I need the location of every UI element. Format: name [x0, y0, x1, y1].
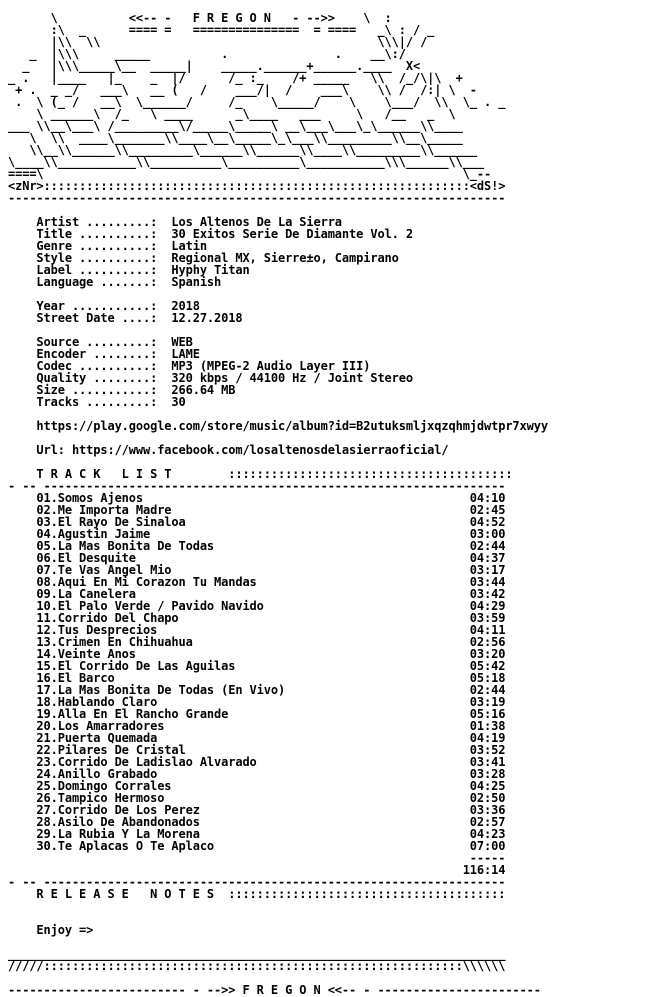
nfo-line: 27.Corrido De Los Perez 03:36: [8, 803, 506, 817]
nfo-line: 13.Crimen En Chihuahua 02:56: [8, 635, 506, 649]
nfo-line: 28.Asilo De Abandonados 02:57: [8, 815, 506, 829]
nfo-line: ______________________________________________________________________: [8, 947, 506, 961]
nfo-line: 10.El Palo Verde / Pavido Navido 04:29: [8, 599, 506, 613]
nfo-line: 26.Tampico Hermoso 02:50: [8, 791, 506, 805]
nfo-line: Encoder ........: LAME: [8, 347, 200, 361]
nfo-line: Tracks .........: 30: [8, 395, 186, 409]
nfo-line: |\\ \\ \\\|/ /: [8, 35, 428, 49]
nfo-line: _ |\\\ _____ . . __\:/: [8, 47, 406, 61]
nfo-line: 03.El Rayo De Sinaloa 04:52: [8, 515, 506, 529]
nfo-line: Quality ........: 320 kbps / 44100 Hz / Joint Stereo: [8, 371, 413, 385]
nfo-line: <zNr>::::::::::::::::::::::::::::::::::::::::::::::::::::::::::::<dS!>: [8, 179, 506, 193]
nfo-line: R E L E A S E N O T E S :::::::::::::::::::::::::::::::::::::::: [8, 887, 506, 901]
nfo-line: Label ..........: Hyphy Titan: [8, 263, 250, 277]
nfo-line: 18.Hablando Claro 03:19: [8, 695, 506, 709]
nfo-line: 14.Veinte Anos 03:20: [8, 647, 506, 661]
nfo-line: _ |\\\_____\__ _____| _____.______+______.____ X<: [8, 59, 421, 73]
nfo-line: \\__\\______\\_________\______\\______\\____\\_________\\______: [8, 143, 477, 157]
nfo-line: Style ..........: Regional MX, Sierre±o, Campirano: [8, 251, 399, 265]
nfo-line: 22.Pilares De Cristal 03:52: [8, 743, 506, 757]
nfo-line: 16.El Barco 05:18: [8, 671, 506, 685]
nfo-line: Genre ..........: Latin: [8, 239, 207, 253]
nfo-line: - -- -----------------------------------------------------------------: [8, 479, 506, 493]
nfo-line: -----: [8, 851, 506, 865]
nfo-line: - -- -----------------------------------------------------------------: [8, 875, 506, 889]
nfo-line: 30.Te Aplacas O Te Aplaco 07:00: [8, 839, 506, 853]
nfo-line: Artist .........: Los Altenos De La Sierra: [8, 215, 342, 229]
nfo-line: \ \\ ____\_______\\____\__\_____\_\___\\_________\\__\_____: [8, 131, 463, 145]
nfo-line: 19.Alla En El Rancho Grande 05:16: [8, 707, 506, 721]
nfo-line: 09.La Canelera 03:42: [8, 587, 506, 601]
nfo-line: \____\\___________\\__________\__________\___________\\\______\\___: [8, 155, 485, 169]
nfo-line: Url: https://www.facebook.com/losaltenosdelasierraoficial/: [8, 443, 449, 457]
nfo-line: 25.Domingo Corrales 04:25: [8, 779, 506, 793]
nfo-line: [8, 900, 648, 912]
nfo-line: . \ (_ / __\ \______/ /_ \_____/ \ \___/ \\ \_ . _: [8, 95, 506, 109]
nfo-line: + . _ _/ ___\ __ ( / ___/| / ___\ \\ / /:| \ -: [8, 83, 477, 97]
nfo-line: \ ______\ /_ \ ____ _\____ ___ \ /__ _ \: [8, 107, 456, 121]
nfo-line: Size ...........: 266.64 MB: [8, 383, 236, 397]
nfo-line: 08.Aqui En Mi Corazon Tu Mandas 03:44: [8, 575, 506, 589]
nfo-line: ----------------------------------------------------------------------: [8, 191, 506, 205]
nfo-line: /////:::::::::::::::::::::::::::::::::::::::::::::::::::::::::::\\\\\\: [8, 959, 506, 973]
nfo-line: 15.El Corrido De Las Aguilas 05:42: [8, 659, 506, 673]
nfo-line: Title ..........: 30 Exitos Serie De Diamante Vol. 2: [8, 227, 413, 241]
nfo-line: 04.Agustin Jaime 03:00: [8, 527, 506, 541]
nfo-line: Enjoy =>: [8, 923, 94, 937]
nfo-line: https://play.google.com/store/music/album?id=B2utuksmljxqzqhmjdwtpr7xwyy: [8, 419, 548, 433]
nfo-line: 21.Puerta Quemada 04:19: [8, 731, 506, 745]
nfo-line: 06.El Desquite 04:37: [8, 551, 506, 565]
nfo-line: 01.Somos Ajenos 04:10: [8, 491, 506, 505]
nfo-line: 116:14: [8, 863, 506, 877]
nfo-line: ====\ \_--: [8, 167, 492, 181]
nfo-line: Language .......: Spanish: [8, 275, 222, 289]
nfo-line: 11.Corrido Del Chapo 03:59: [8, 611, 506, 625]
nfo-line: Source .........: WEB: [8, 335, 193, 349]
nfo-line: Year ...........: 2018: [8, 299, 200, 313]
nfo-line: ------------------------- - -->> F R E G O N <<-- - -----------------------: [8, 983, 541, 997]
nfo-line: Street Date ....: 12.27.2018: [8, 311, 243, 325]
nfo-line: 23.Corrido De Ladislao Alvarado 03:41: [8, 755, 506, 769]
nfo-line: 29.La Rubia Y La Morena 04:23: [8, 827, 506, 841]
nfo-line: 07.Te Vas Angel Mio 03:17: [8, 563, 506, 577]
nfo-line: 12.Tus Desprecios 04:11: [8, 623, 506, 637]
nfo-line: [8, 912, 648, 924]
nfo-line: T R A C K L I S T ::::::::::::::::::::::::::::::::::::::::: [8, 467, 513, 481]
nfo-line: 24.Anillo Grabado 03:28: [8, 767, 506, 781]
nfo-line: 02.Me Importa Madre 02:45: [8, 503, 506, 517]
nfo-line: \ <<-- - F R E G O N - -->> \ :: [8, 11, 392, 25]
nfo-line: 05.La Mas Bonita De Todas 02:44: [8, 539, 506, 553]
nfo-line: :\ _ ==== = =============== = ==== _\ : / _: [8, 23, 435, 37]
nfo-line: ___ \\__\___\ /_________\/_____\_____\ __\___\___\_\______\\____: [8, 119, 463, 133]
nfo-line: _ . |____ |_ _ |/ /_ :_ /+ _____ \\ /_/\|\ +: [8, 71, 463, 85]
nfo-line: 17.La Mas Bonita De Todas (En Vivo) 02:44: [8, 683, 506, 697]
nfo-line: Codec ..........: MP3 (MPEG-2 Audio Layer III): [8, 359, 371, 373]
nfo-line: 20.Los Amarradores 01:38: [8, 719, 506, 733]
